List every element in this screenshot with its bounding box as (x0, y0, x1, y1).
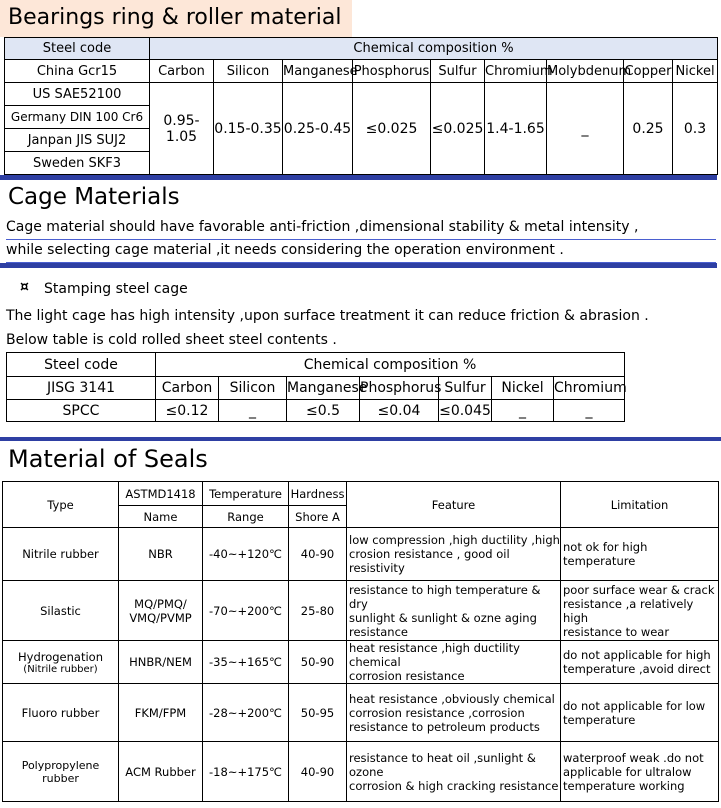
element-header: Sulfur (431, 60, 485, 83)
element-header: Sulfur (439, 377, 492, 400)
composition-header: Chemical composition % (156, 353, 625, 377)
element-header: Silicon (219, 377, 287, 400)
shore-header: Shore A (289, 506, 347, 528)
range-cell: -70~+200℃ (203, 581, 289, 641)
value-cell: 0.25 (624, 83, 673, 175)
cage-paragraph-line-2: while selecting cage material ,it needs considering the operation environment . (6, 239, 716, 263)
steel-code-cell: Sweden SKF3 (5, 152, 150, 175)
value-cell: _ (219, 400, 287, 422)
element-header: Copper (624, 60, 673, 83)
range-cell: -35~+165℃ (203, 641, 289, 684)
feature-cell: heat resistance ,obviously chemical corrosion resistance ,corrosion resistance to petroleum products (347, 684, 561, 742)
hardness-cell: 50-95 (289, 684, 347, 742)
temperature-header: Temperature (203, 482, 289, 506)
value-cell: ≤0.12 (156, 400, 219, 422)
feature-cell: resistance to heat oil ,sunlight & ozone corrosion & high cracking resistance (347, 742, 561, 802)
element-header: Carbon (150, 60, 214, 83)
value-cell: ≤0.025 (431, 83, 485, 175)
value-cell: 1.4-1.65 (485, 83, 547, 175)
value-cell: ≤0.025 (353, 83, 431, 175)
hardness-cell: 50-90 (289, 641, 347, 684)
cold-rolled-steel-table (6, 352, 625, 422)
range-cell: -28~+200℃ (203, 684, 289, 742)
element-header: Carbon (156, 377, 219, 400)
divider-bar (0, 263, 717, 268)
divider-bar (0, 437, 721, 441)
cage-paragraph-line-4: Below table is cold rolled sheet steel contents . (6, 332, 337, 348)
type-cell: Nitrile rubber (3, 528, 119, 581)
bearing-material-table (4, 37, 718, 175)
section-title-cage: Cage Materials (8, 184, 180, 210)
steel-code-cell: China Gcr15 (5, 60, 150, 83)
value-cell: 0.15-0.35 (214, 83, 283, 175)
type-cell: Polypropylene rubber (3, 742, 119, 802)
steel-code-cell: SPCC (7, 400, 156, 422)
feature-cell: low compression ,high ductility ,high crosion resistance , good oil resistivity (347, 528, 561, 581)
element-header: Phosphorus (360, 377, 439, 400)
value-cell: 0.95-1.05 (150, 83, 214, 175)
astm-header: ASTMD1418 (119, 482, 203, 506)
name-cell: MQ/PMQ/ VMQ/PVMP (119, 581, 203, 641)
value-cell: _ (547, 83, 624, 175)
steel-code-cell: Germany DIN 100 Cr6 (5, 106, 150, 129)
feature-header: Feature (347, 482, 561, 528)
steel-code-cell: JISG 3141 (7, 377, 156, 400)
element-header: Manganese (283, 60, 353, 83)
limitation-header: Limitation (561, 482, 719, 528)
name-cell: HNBR/NEM (119, 641, 203, 684)
limitation-cell: do not applicable for low temperature (561, 684, 719, 742)
name-cell: FKM/FPM (119, 684, 203, 742)
seal-material-table (2, 481, 719, 802)
table-row (3, 684, 719, 742)
element-header: Phosphorus (353, 60, 431, 83)
type-cell: Silastic (3, 581, 119, 641)
element-header: Chromium (485, 60, 547, 83)
composition-header: Chemical composition % (150, 38, 718, 60)
value-cell: ≤0.045 (439, 400, 492, 422)
element-header: Chromium (554, 377, 625, 400)
steel-code-header: Steel code (7, 353, 156, 377)
value-cell: ≤0.04 (360, 400, 439, 422)
name-cell: ACM Rubber (119, 742, 203, 802)
bullet-symbol: ¤ (20, 279, 29, 295)
table-row (3, 528, 719, 581)
table-row (3, 641, 719, 684)
limitation-cell: waterproof weak .do not applicable for ultralow temperature working (561, 742, 719, 802)
steel-code-cell: US SAE52100 (5, 83, 150, 106)
divider-bar (0, 175, 717, 180)
cage-paragraph-line-1: Cage material should have favorable anti-friction ,dimensional stability & metal intensity , (6, 216, 716, 240)
steel-code-cell: Janpan JIS SUJ2 (5, 129, 150, 152)
type-cell: Fluoro rubber (3, 684, 119, 742)
hardness-cell: 25-80 (289, 581, 347, 641)
type-header: Type (3, 482, 119, 528)
name-header: Name (119, 506, 203, 528)
table-row (3, 581, 719, 641)
element-header: Nickel (673, 60, 718, 83)
value-cell: 0.25-0.45 (283, 83, 353, 175)
section-title-bearings: Bearings ring & roller material (0, 0, 352, 37)
element-header: Silicon (214, 60, 283, 83)
limitation-cell: poor surface wear & crack resistance ,a relatively high resistance to wear (561, 581, 719, 641)
hardness-header: Hardness (289, 482, 347, 506)
limitation-cell: do not applicable for high temperature ,avoid direct (561, 641, 719, 684)
range-cell: -18~+175℃ (203, 742, 289, 802)
section-title-seals: Material of Seals (8, 445, 208, 473)
steel-code-header: Steel code (5, 38, 150, 60)
hardness-cell: 40-90 (289, 742, 347, 802)
limitation-cell: not ok for high temperature (561, 528, 719, 581)
range-header: Range (203, 506, 289, 528)
element-header: Manganese (287, 377, 360, 400)
value-cell: _ (492, 400, 554, 422)
name-cell: NBR (119, 528, 203, 581)
range-cell: -40~+120℃ (203, 528, 289, 581)
table-row (3, 742, 719, 802)
cage-paragraph-line-3: The light cage has high intensity ,upon surface treatment it can reduce friction & abrasion . (6, 308, 649, 324)
value-cell: 0.3 (673, 83, 718, 175)
hardness-cell: 40-90 (289, 528, 347, 581)
bullet-stamping-steel-cage: Stamping steel cage (44, 281, 188, 297)
type-cell: Hydrogenation (Nitrile rubber) (3, 641, 119, 684)
element-header: Molybdenum (547, 60, 624, 83)
element-header: Nickel (492, 377, 554, 400)
value-cell: _ (554, 400, 625, 422)
value-cell: ≤0.5 (287, 400, 360, 422)
feature-cell: resistance to high temperature & dry sunlight & sunlight & ozne aging resistance (347, 581, 561, 641)
feature-cell: heat resistance ,high ductility chemical corrosion resistance (347, 641, 561, 684)
